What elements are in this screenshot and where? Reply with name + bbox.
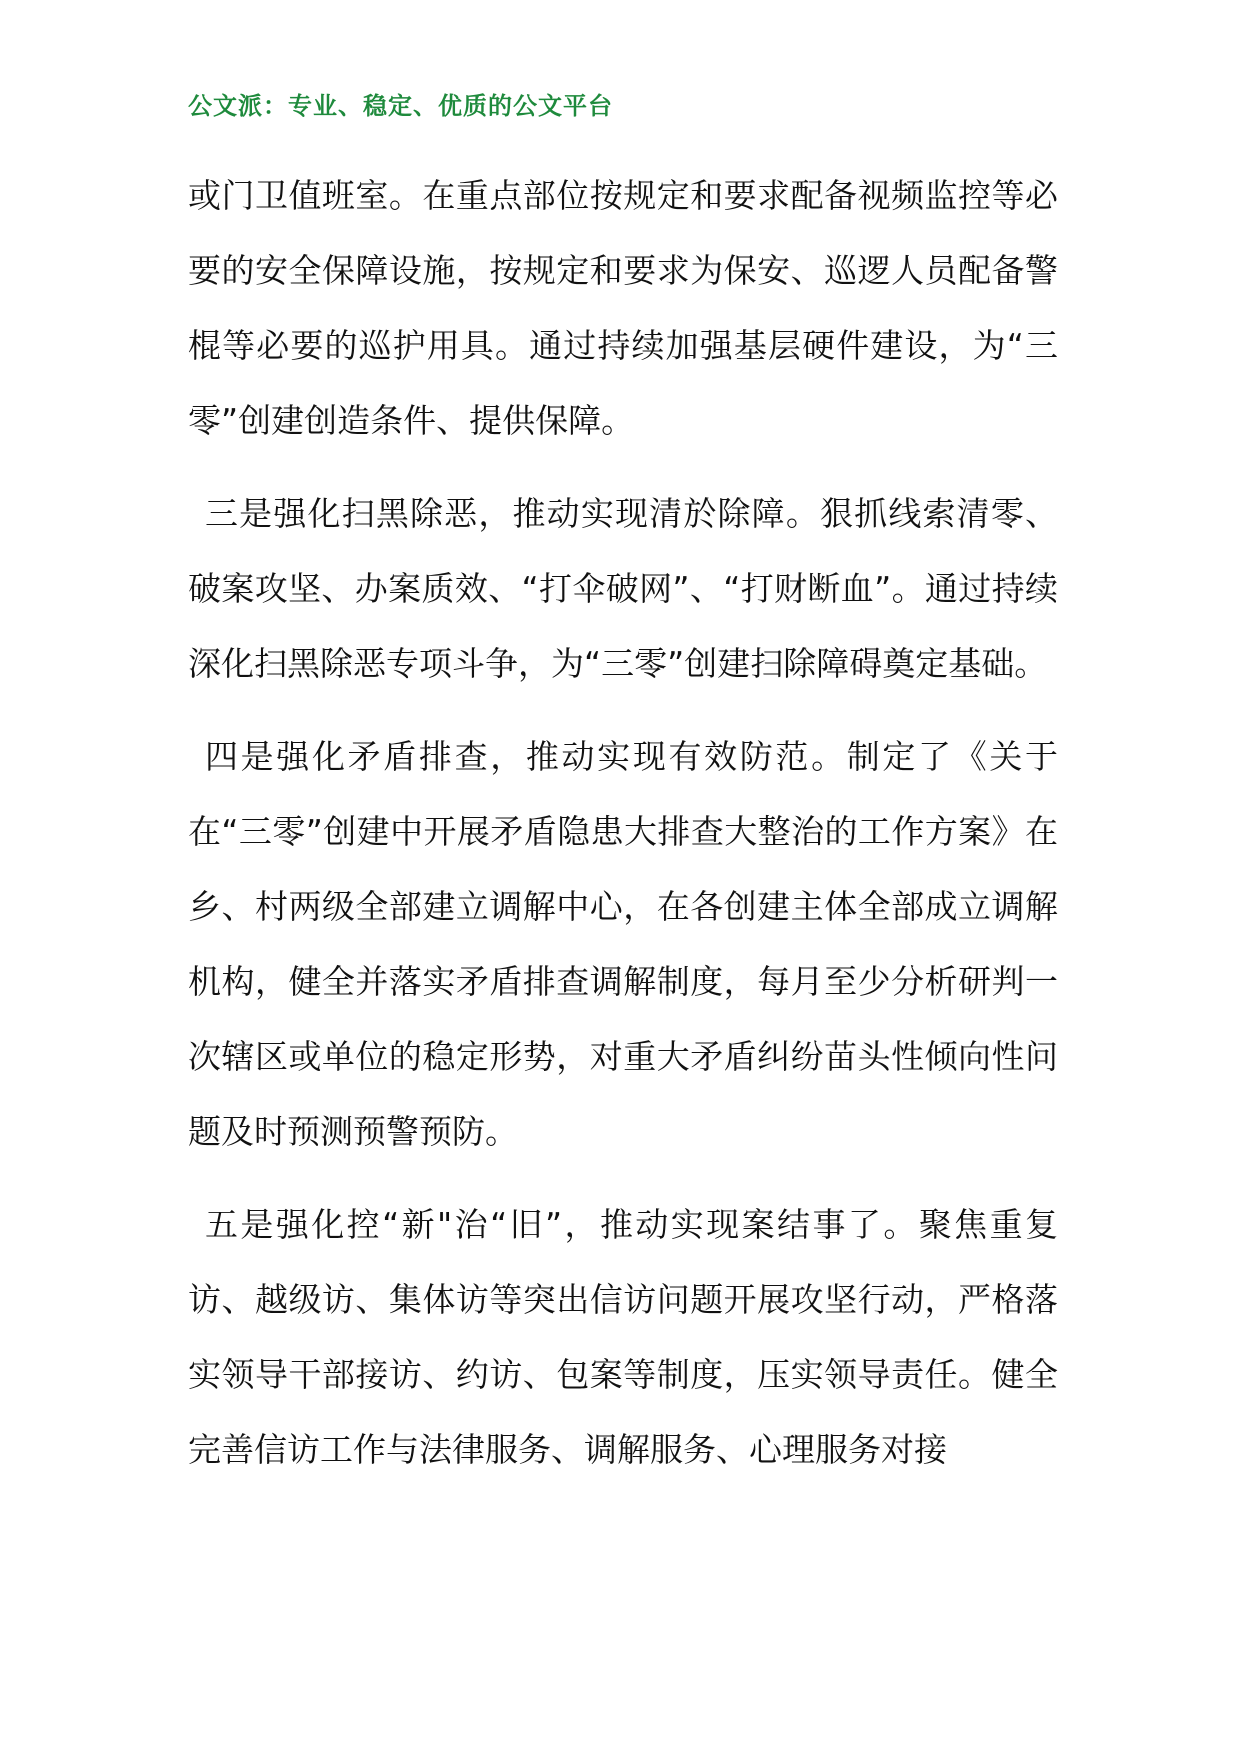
brand-header: 公文派：专业、稳定、优质的公文平台	[188, 92, 613, 120]
paragraph-point-three: 三是强化扫黑除恶，推动实现清於除障。狠抓线索清零、破案攻坚、办案质效、“打伞破网”、“打财断血”。通过持续深化扫黑除恶专项斗争，为“三零”创建扫除障碍奠定基础。	[188, 494, 1058, 683]
paragraph-point-five: 五是强化控“新"治“旧”，推动实现案结事了。聚焦重复访、越级访、集体访等突出信访问题开展攻坚行动，严格落实领导干部接访、约访、包案等制度，压实领导责任。健全完善信访工作与法律服务、调解服务、心理服务对接	[188, 1205, 1058, 1469]
paragraph-point-four: 四是强化矛盾排查，推动实现有效防范。制定了《关于在“三零”创建中开展矛盾隐患大排查大整治的工作方案》在乡、村两级全部建立调解中心，在各创建主体全部成立调解机构，健全并落实矛盾排查调解制度，每月至少分析研判一次辖区或单位的稳定形势，对重大矛盾纠纷苗头性倾向性问题及时预测预警预防。	[188, 737, 1058, 1151]
document-body	[188, 158, 1058, 1487]
paragraph-continuation: 或门卫值班室。在重点部位按规定和要求配备视频监控等必要的安全保障设施，按规定和要求为保安、巡逻人员配备警棍等必要的巡护用具。通过持续加强基层硬件建设，为“三零”创建创造条件、提供保障。	[188, 176, 1058, 440]
